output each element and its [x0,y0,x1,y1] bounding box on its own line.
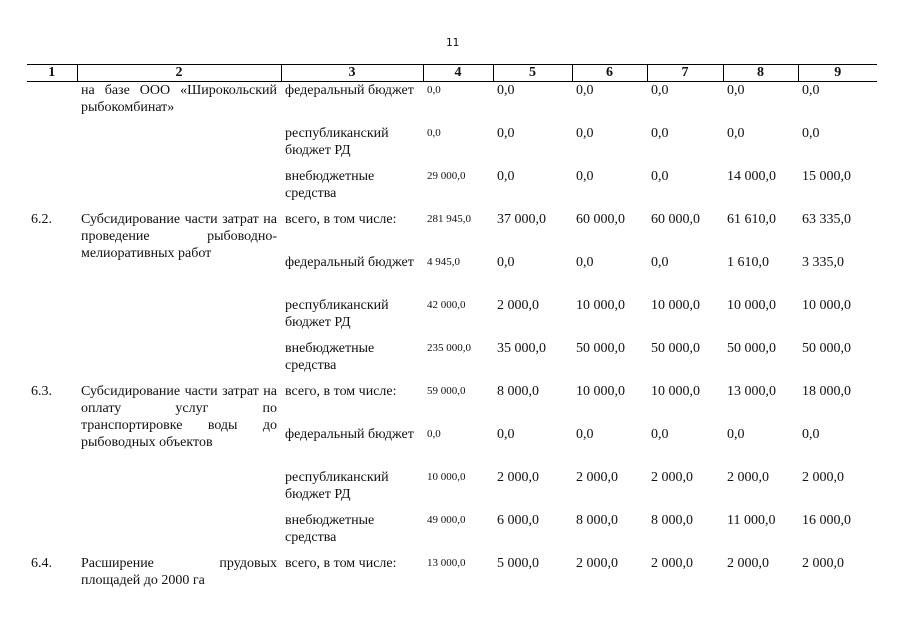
header-row [27,65,877,82]
value-cell: 63 335,0 [802,212,851,227]
value-cell: 10 000,0 [576,384,625,399]
value-cell: 10 000,0 [651,298,700,313]
value-cell: 0,0 [727,83,745,98]
value-cell: 37 000,0 [497,212,546,227]
value-cell: 0,0 [576,255,594,270]
value-cell: 50 000,0 [651,341,700,356]
value-cell: 0,0 [651,169,669,184]
value-cell: 42 000,0 [427,299,466,311]
funding-source: республиканский бюджет РД [285,470,389,502]
value-cell: 8 000,0 [651,513,693,528]
value-cell: 0,0 [497,427,515,442]
value-cell: 2 000,0 [497,298,539,313]
value-cell: 1 610,0 [727,255,769,270]
value-cell: 2 000,0 [576,470,618,485]
header-cell: 4 [423,65,493,82]
value-cell: 0,0 [427,428,441,440]
value-cell: 0,0 [651,255,669,270]
table-row [27,555,877,598]
header-cell: 8 [723,65,798,82]
item-name: Субсидирование части затрат на проведение рыбоводно-мелиоративных работ [81,212,277,261]
header-cell: 3 [281,65,423,82]
value-cell: 2 000,0 [802,556,844,571]
value-cell: 0,0 [802,427,820,442]
funding-source: всего, в том числе: [285,556,397,571]
value-cell: 60 000,0 [651,212,700,227]
value-cell: 0,0 [651,427,669,442]
funding-source: республиканский бюджет РД [285,126,389,158]
value-cell: 6 000,0 [497,513,539,528]
table-row [27,82,877,126]
funding-source: федеральный бюджет [285,427,414,442]
value-cell: 0,0 [427,84,441,96]
value-cell: 61 610,0 [727,212,776,227]
value-cell: 0,0 [576,126,594,141]
value-cell: 0,0 [802,83,820,98]
value-cell: 0,0 [802,126,820,141]
value-cell: 0,0 [497,83,515,98]
item-name: Расширение прудовых площадей до 2000 га [81,556,277,588]
header-cell: 5 [493,65,572,82]
value-cell: 2 000,0 [651,470,693,485]
value-cell: 0,0 [651,126,669,141]
value-cell: 0,0 [576,83,594,98]
value-cell: 2 000,0 [651,556,693,571]
value-cell: 13 000,0 [727,384,776,399]
item-code: 6.2. [31,212,52,227]
value-cell: 0,0 [576,169,594,184]
funding-source: внебюджетные средства [285,341,375,373]
value-cell: 49 000,0 [427,514,466,526]
value-cell: 2 000,0 [727,470,769,485]
funding-source: федеральный бюджет [285,255,414,270]
value-cell: 35 000,0 [497,341,546,356]
value-cell: 10 000,0 [651,384,700,399]
header-cell: 1 [27,65,77,82]
page-number: 11 [445,36,460,49]
value-cell: 60 000,0 [576,212,625,227]
value-cell: 29 000,0 [427,170,466,182]
header-cell: 9 [798,65,877,82]
funding-source: внебюджетные средства [285,513,375,545]
value-cell: 15 000,0 [802,169,851,184]
header-cell: 6 [572,65,647,82]
value-cell: 0,0 [576,427,594,442]
value-cell: 13 000,0 [427,557,466,569]
value-cell: 0,0 [497,169,515,184]
funding-source: внебюджетные средства [285,169,375,201]
value-cell: 8 000,0 [497,384,539,399]
table-body [27,82,877,599]
value-cell: 2 000,0 [727,556,769,571]
value-cell: 59 000,0 [427,385,466,397]
funding-source: республиканский бюджет РД [285,298,389,330]
funding-source: федеральный бюджет [285,83,414,98]
value-cell: 14 000,0 [727,169,776,184]
value-cell: 18 000,0 [802,384,851,399]
item-code [27,82,77,212]
table-row [27,211,877,254]
value-cell: 50 000,0 [802,341,851,356]
item-name: на базе ООО «Широкольский рыбокомбинат» [81,83,277,115]
value-cell: 0,0 [651,83,669,98]
value-cell: 2 000,0 [497,470,539,485]
value-cell: 4 945,0 [427,256,460,268]
value-cell: 10 000,0 [576,298,625,313]
header-cell: 7 [647,65,723,82]
value-cell: 11 000,0 [727,513,776,528]
header-cell: 2 [77,65,281,82]
value-cell: 16 000,0 [802,513,851,528]
value-cell: 10 000,0 [427,471,466,483]
value-cell: 0,0 [497,126,515,141]
table-row [27,383,877,426]
value-cell: 50 000,0 [727,341,776,356]
value-cell: 281 945,0 [427,213,471,225]
value-cell: 2 000,0 [802,470,844,485]
item-code: 6.4. [31,556,52,571]
funding-source: всего, в том числе: [285,384,397,399]
value-cell: 2 000,0 [576,556,618,571]
funding-source: всего, в том числе: [285,212,397,227]
value-cell: 0,0 [427,127,441,139]
value-cell: 10 000,0 [802,298,851,313]
item-code: 6.3. [31,384,52,399]
budget-table [27,64,877,598]
value-cell: 0,0 [727,126,745,141]
item-name: Субсидирование части затрат на оплату услуг по транспортировке воды до рыбоводных объектов [81,384,277,450]
value-cell: 5 000,0 [497,556,539,571]
value-cell: 50 000,0 [576,341,625,356]
value-cell: 235 000,0 [427,342,471,354]
value-cell: 0,0 [727,427,745,442]
value-cell: 3 335,0 [802,255,844,270]
value-cell: 8 000,0 [576,513,618,528]
value-cell: 0,0 [497,255,515,270]
value-cell: 10 000,0 [727,298,776,313]
